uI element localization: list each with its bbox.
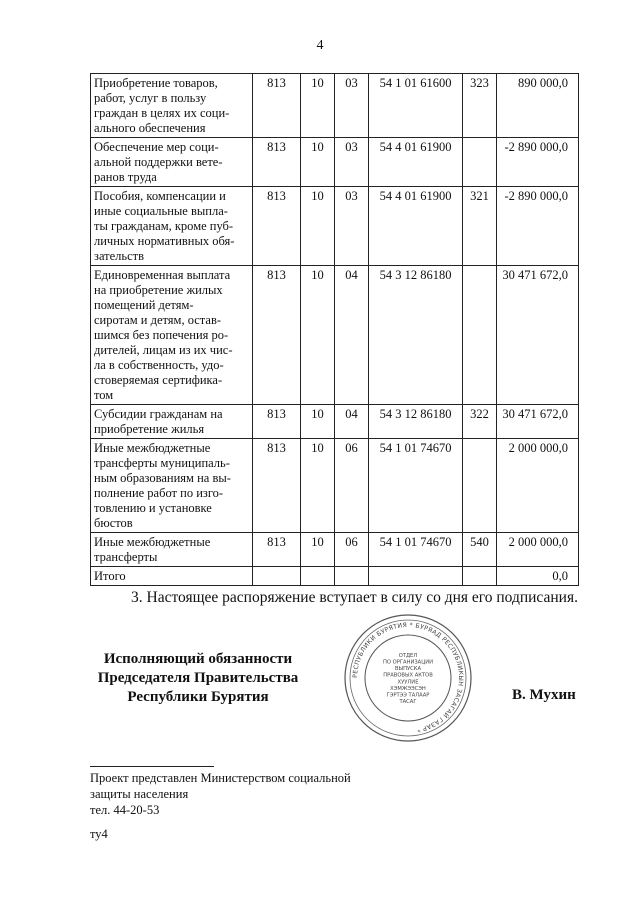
item-name-line: Пособия, компенсации и	[94, 189, 226, 203]
item-name-line: Единовременная выплата	[94, 268, 231, 282]
item-name-line: Обеспечение мер соци-	[94, 140, 219, 154]
empty-cell	[463, 567, 497, 586]
document-code: ту4	[90, 827, 108, 841]
item-name-line: зательств	[94, 249, 145, 263]
item-name-line: граждан в целях их соци-	[94, 106, 230, 120]
item-name-line: приобретение жилья	[94, 422, 205, 436]
seal-center-line: ПО ОРГАНИЗАЦИИ	[382, 659, 434, 666]
item-name-line: сиротам и детям, остав-	[94, 313, 222, 327]
target-article-cell: 54 1 01 61600	[369, 74, 463, 138]
total-label: Итого	[91, 567, 253, 586]
target-article-cell: 54 3 12 86180	[369, 266, 463, 405]
subsection-code-cell: 03	[335, 187, 369, 266]
seal-center-line: ТАСАГ	[399, 699, 417, 706]
decree-clause: 3. Настоящее распоряжение вступает в силу со дня его подписания.	[131, 589, 578, 606]
item-name-line: личных нормативных обя-	[94, 234, 235, 248]
table-row	[91, 439, 579, 533]
expense-type-cell	[463, 138, 497, 187]
item-name-line: стоверяемая сертифика-	[94, 373, 223, 387]
footnote-line: Проект представлен Министерством социальной	[90, 771, 351, 785]
amount-cell: -2 890 000,0	[497, 187, 579, 266]
target-article-cell: 54 1 01 74670	[369, 439, 463, 533]
section-code-cell: 10	[301, 533, 335, 567]
item-name-cell	[91, 74, 253, 138]
target-article-cell: 54 1 01 74670	[369, 533, 463, 567]
item-name-line: Приобретение товаров,	[94, 76, 218, 90]
item-name-line: дителей, лицам из их чис-	[94, 343, 233, 357]
item-name-cell	[91, 405, 253, 439]
seal-ring-text: РЕСПУБЛИКИ БУРЯТИЯ * БУРЯАД РЕСПУБЛИКЫН ЗАСАГАЙ ГАЗАР *	[351, 621, 465, 734]
empty-cell	[335, 567, 369, 586]
ministry-code-cell: 813	[253, 439, 301, 533]
seal-center-line: ХУУЛИЕ	[397, 679, 419, 686]
budget-table-body	[91, 74, 579, 586]
target-article-cell: 54 4 01 61900	[369, 138, 463, 187]
subsection-code-cell: 04	[335, 405, 369, 439]
expense-type-cell: 323	[463, 74, 497, 138]
footnote-line: тел. 44-20-53	[90, 803, 160, 817]
item-name-line: ла в собственность, удо-	[94, 358, 224, 372]
seal-center-line: ПРАВОВЫХ АКТОВ	[383, 672, 433, 679]
expense-type-cell	[463, 266, 497, 405]
item-name-cell	[91, 266, 253, 405]
item-name-line: ты гражданам, кроме пуб-	[94, 219, 234, 233]
signatory-title-line: Республики Бурятия	[127, 689, 269, 705]
section-code-cell: 10	[301, 439, 335, 533]
empty-cell	[253, 567, 301, 586]
amount-cell: 2 000 000,0	[497, 439, 579, 533]
official-seal	[343, 613, 473, 743]
item-name-cell	[91, 439, 253, 533]
ministry-code-cell: 813	[253, 266, 301, 405]
item-name-line: том	[94, 388, 114, 402]
item-name-line: трансферты муниципаль-	[94, 456, 230, 470]
item-name-line: ным образованиям на вы-	[94, 471, 231, 485]
item-name-line: шимся без попечения ро-	[94, 328, 229, 342]
item-name-line: ального обеспечения	[94, 121, 206, 135]
page-number: 4	[316, 38, 324, 53]
table-row	[91, 533, 579, 567]
empty-cell	[301, 567, 335, 586]
item-name-line: работ, услуг в пользу	[94, 91, 207, 105]
item-name-line: Субсидии гражданам на	[94, 407, 223, 421]
amount-cell: 30 471 672,0	[497, 266, 579, 405]
table-row	[91, 138, 579, 187]
seal-center-line: ОТДЕЛ	[398, 652, 418, 659]
amount-cell: 890 000,0	[497, 74, 579, 138]
signatory-name: В. Мухин	[512, 687, 576, 703]
amount-cell: 2 000 000,0	[497, 533, 579, 567]
item-name-cell	[91, 533, 253, 567]
subsection-code-cell: 06	[335, 439, 369, 533]
item-name-line: альной поддержки вете-	[94, 155, 223, 169]
table-row	[91, 405, 579, 439]
ministry-code-cell: 813	[253, 187, 301, 266]
section-code-cell: 10	[301, 266, 335, 405]
table-row	[91, 187, 579, 266]
subsection-code-cell: 03	[335, 138, 369, 187]
ministry-code-cell: 813	[253, 138, 301, 187]
footnote-line: защиты населения	[90, 787, 189, 801]
table-row	[91, 74, 579, 138]
footnote	[90, 770, 390, 818]
seal-center-line: ГЭРТЭЭ ТАЛААР	[386, 692, 430, 699]
footnote-divider	[90, 766, 214, 767]
ministry-code-cell: 813	[253, 74, 301, 138]
seal-center-text	[383, 653, 433, 705]
empty-cell	[369, 567, 463, 586]
target-article-cell: 54 3 12 86180	[369, 405, 463, 439]
budget-table	[90, 73, 579, 586]
item-name-line: полнение работ по изго-	[94, 486, 224, 500]
signatory-title	[90, 650, 306, 707]
expense-type-cell	[463, 439, 497, 533]
amount-cell: -2 890 000,0	[497, 138, 579, 187]
expense-type-cell: 540	[463, 533, 497, 567]
section-code-cell: 10	[301, 187, 335, 266]
section-code-cell: 10	[301, 138, 335, 187]
seal-center-line: ВЫПУСКА	[394, 666, 422, 673]
total-row	[91, 567, 579, 586]
signatory-title-line: Исполняющий обязанности	[103, 651, 293, 667]
expense-type-cell: 322	[463, 405, 497, 439]
ministry-code-cell: 813	[253, 533, 301, 567]
section-code-cell: 10	[301, 405, 335, 439]
expense-type-cell: 321	[463, 187, 497, 266]
subsection-code-cell: 06	[335, 533, 369, 567]
signatory-title-line: Председателя Правительства	[97, 670, 299, 686]
target-article-cell: 54 4 01 61900	[369, 187, 463, 266]
item-name-cell	[91, 187, 253, 266]
seal-center-line: ХЭМЖЭЭСЭН	[390, 685, 426, 692]
item-name-line: бюстов	[94, 516, 133, 530]
item-name-cell	[91, 138, 253, 187]
item-name-line: на приобретение жилых	[94, 283, 223, 297]
item-name-line: Иные межбюджетные	[94, 535, 211, 549]
subsection-code-cell: 03	[335, 74, 369, 138]
table-row	[91, 266, 579, 405]
subsection-code-cell: 04	[335, 266, 369, 405]
amount-cell: 30 471 672,0	[497, 405, 579, 439]
item-name-line: иные социальные выпла-	[94, 204, 228, 218]
item-name-line: помещений детям-	[94, 298, 194, 312]
item-name-line: Иные межбюджетные	[94, 441, 211, 455]
ministry-code-cell: 813	[253, 405, 301, 439]
item-name-line: ранов труда	[94, 170, 157, 184]
section-code-cell: 10	[301, 74, 335, 138]
total-amount: 0,0	[497, 567, 579, 586]
item-name-line: трансферты	[94, 550, 158, 564]
item-name-line: товлению и установке	[94, 501, 212, 515]
